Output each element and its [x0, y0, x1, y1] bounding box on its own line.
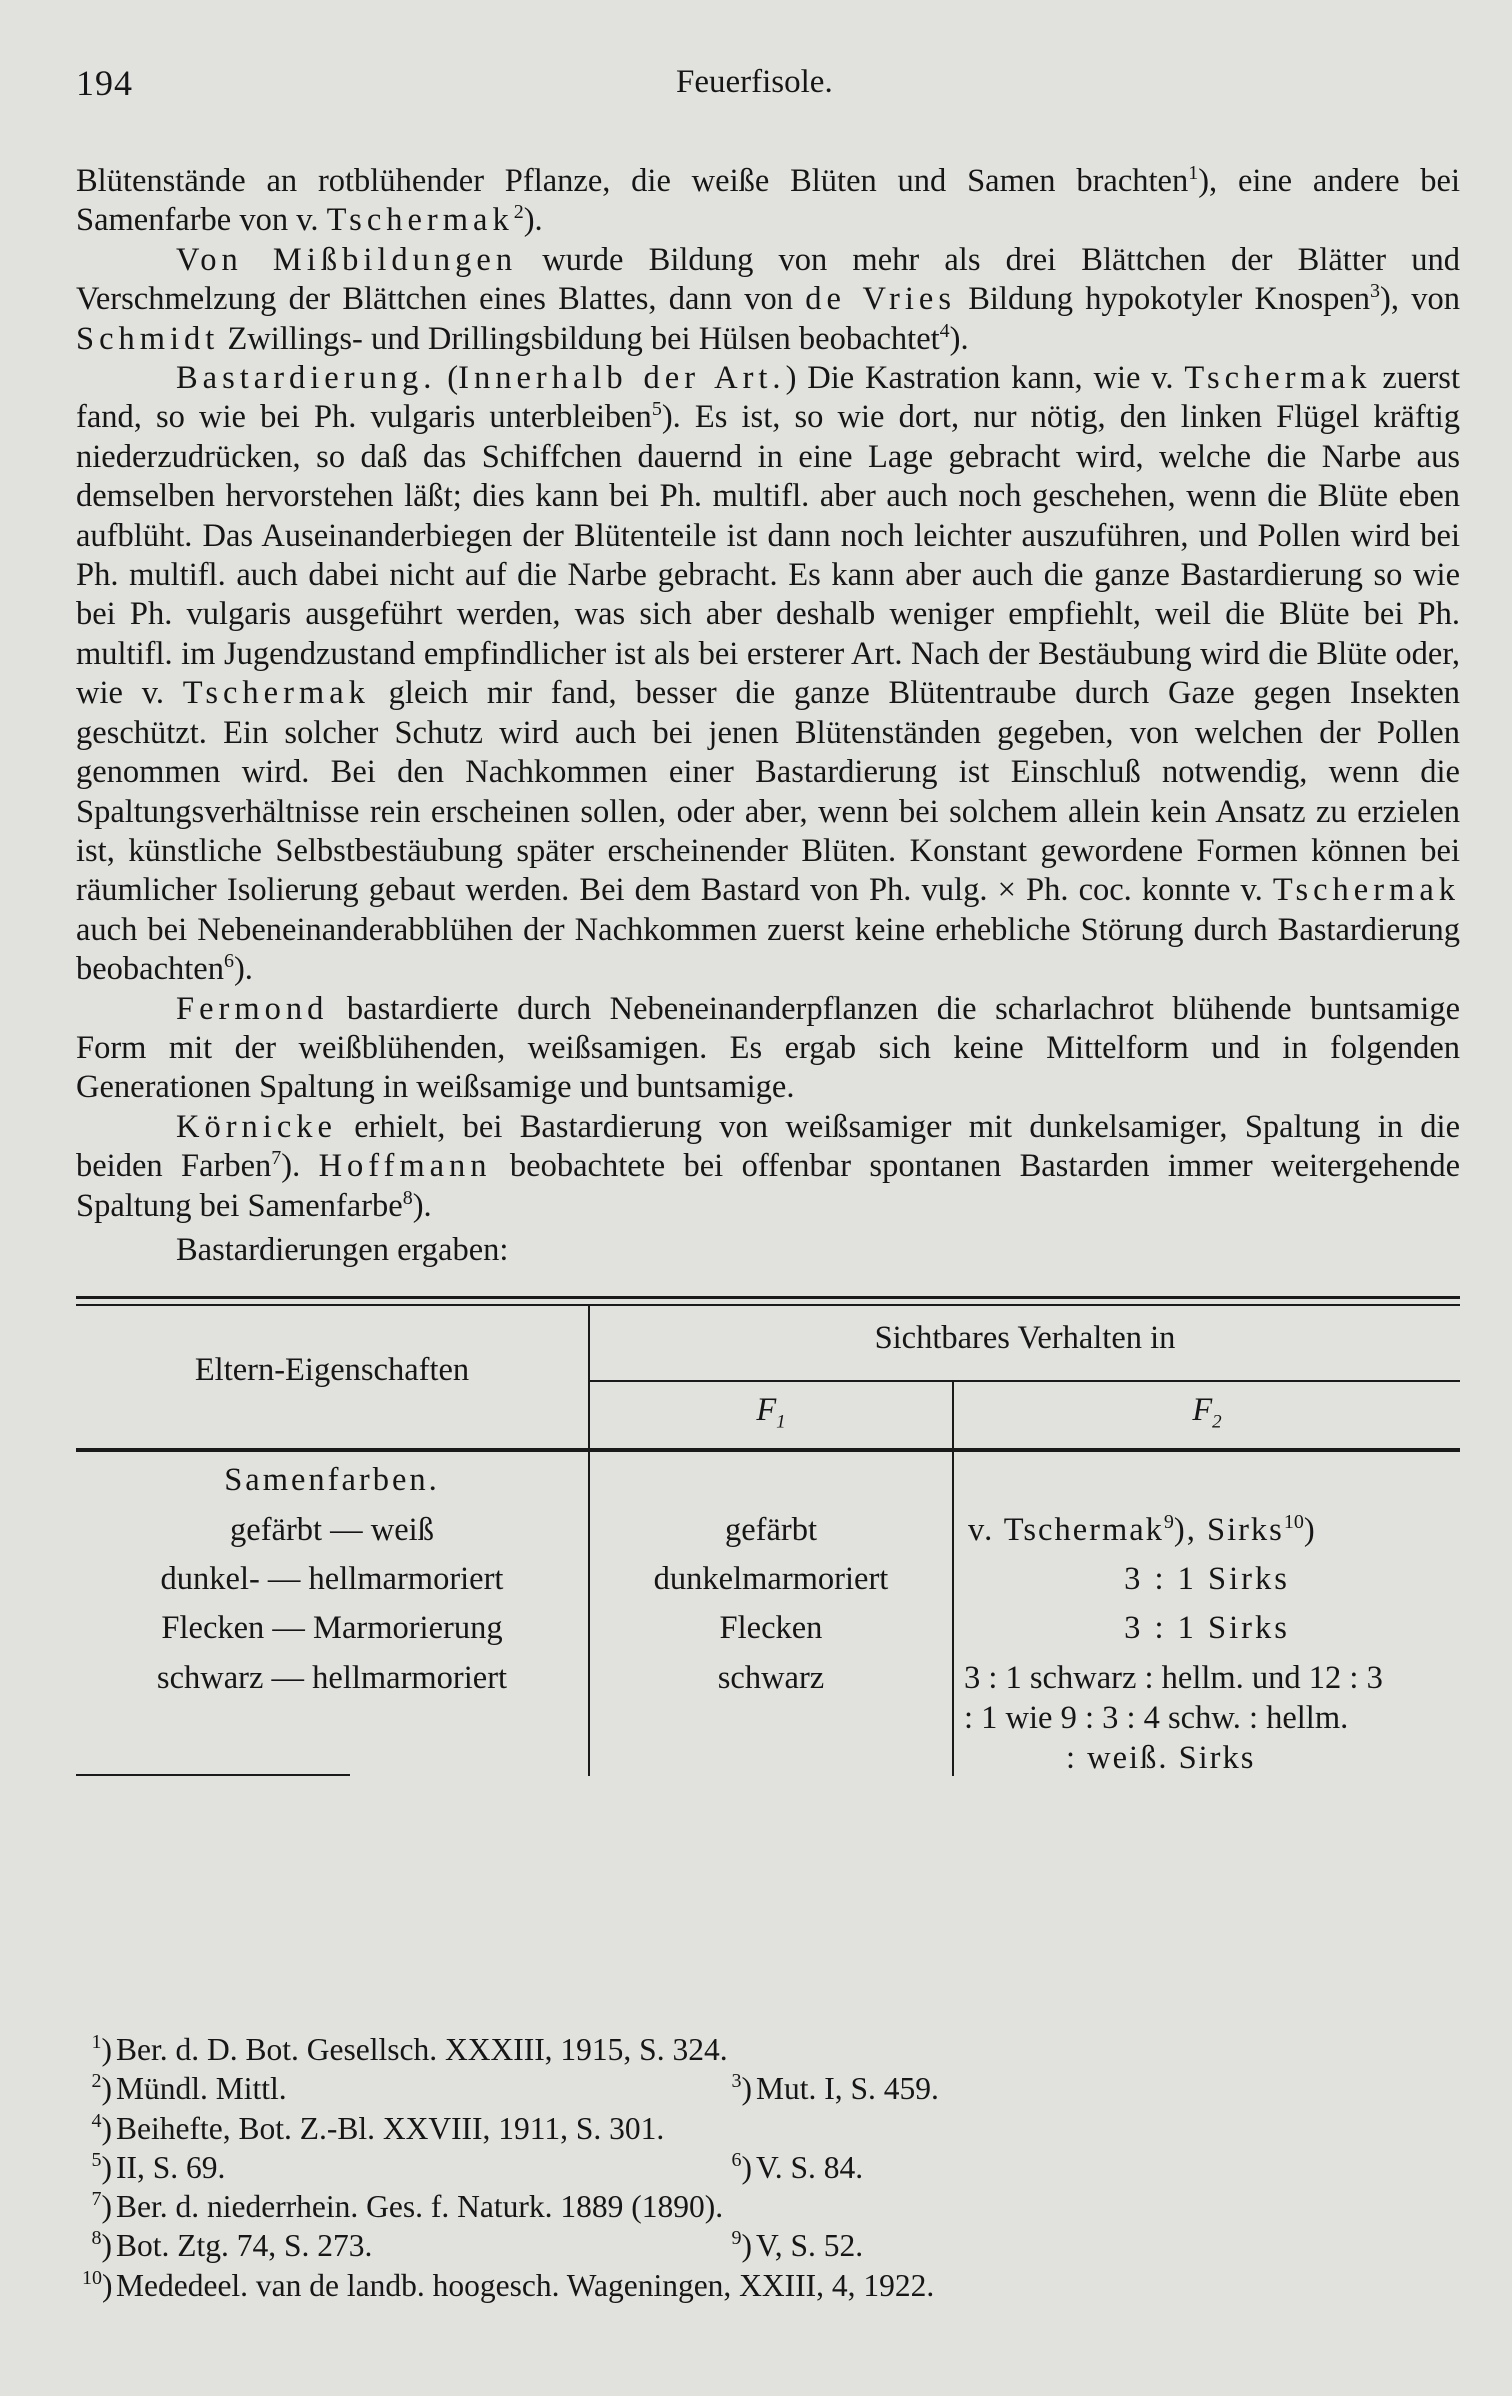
footnote-mark-number: 6 — [731, 2148, 742, 2171]
paragraph-4 — [76, 990, 1460, 1108]
author-name: Hoffmann — [318, 1148, 492, 1185]
footnote-mark: $^2$) — [91, 2070, 112, 2107]
header-f1 — [590, 1392, 952, 1434]
text-run: Zwillings- und Drillingsbildung bei Hülsen beobachtet — [219, 320, 940, 357]
footnote-ref: 8 — [402, 1186, 413, 1209]
text-run: auch bei Nebeneinanderabblühen der Nachkommen zuerst keine erhebliche Störung durch Bastardierung beobachten — [76, 911, 1460, 988]
text-run: beobachtete bei offenbar spontanen Bastarden immer weitergehende Spaltung bei Samenfarbe — [76, 1148, 1460, 1224]
footnote-9 — [731, 2226, 864, 2265]
emphasis: Von Mißbildungen — [176, 241, 518, 278]
footnote-ref: 5 — [651, 398, 662, 421]
footnote-ref: 3 — [1370, 280, 1381, 303]
table-intro: Bastardierungen ergaben: — [176, 1231, 509, 1268]
text-run: ). — [949, 320, 969, 357]
footnote-8-9 — [91, 2226, 1446, 2265]
footnote-text: Mündl. Mittl. — [116, 2071, 287, 2107]
header-f1-sub: 1 — [776, 1411, 786, 1433]
text-run: zuerst fand, so wie bei Ph. vulgaris unterbleiben — [76, 360, 1460, 436]
footnote-ref: 10 — [1283, 1510, 1304, 1533]
footnote-mark: $^5$) — [91, 2148, 112, 2185]
row-1-parents: gefärbt — weiß — [230, 1511, 434, 1548]
row-4-f1: schwarz — [717, 1659, 825, 1696]
footnote-mark-number: 1 — [91, 2031, 102, 2053]
paragraph-1 — [76, 162, 1460, 241]
author-name: Tschermak — [182, 675, 370, 712]
page — [76, 56, 1460, 1776]
footnote-mark-number: 9 — [731, 2227, 742, 2250]
text-run: ). — [523, 202, 543, 239]
footnote-text: V. S. 84. — [756, 2149, 864, 2185]
row-1-f2-text: ) — [1303, 1511, 1315, 1548]
footnote-text: Mededeel. van de landb. hoogesch. Wageningen, XXIII, 4, 1922. — [116, 2267, 935, 2303]
paragraph-2 — [76, 241, 1460, 359]
row-2-f1: dunkelmarmoriert — [653, 1560, 889, 1597]
footnote-mark-number: 2 — [91, 2070, 102, 2093]
footnote-mark: $^7$) — [91, 2188, 112, 2225]
footnote-text: Ber. d. niederrhein. Ges. f. Naturk. 1889 (1890). — [116, 2189, 724, 2225]
row-4-f2-line-2: : 1 wie 9 : 3 : 4 schw. : hellm. — [964, 1699, 1349, 1736]
text-run: ), eine andere bei Samenfarbe von v. — [76, 163, 1460, 239]
header-visible: Sichtbares Verhalten in — [874, 1319, 1176, 1356]
footnote-text: Mut. I, S. 459. — [756, 2071, 939, 2107]
footnote-text: V, S. 52. — [756, 2228, 864, 2264]
footnote-4 — [91, 2109, 1446, 2148]
row-4-f2-line-1: 3 : 1 schwarz : hellm. und 12 : 3 — [964, 1659, 1383, 1696]
footnote-mark: $^1$) — [91, 2031, 112, 2067]
footnote-mark: $^6$) — [731, 2148, 752, 2185]
text-run: ). — [233, 951, 253, 988]
text-run: ), von — [1380, 281, 1460, 318]
text-run: ( — [436, 360, 459, 397]
text-run: Blütenstände an rotblühender Pflanze, die weiße Blüten und Samen brachten — [76, 163, 1189, 199]
header-f1-letter: F — [756, 1391, 777, 1428]
row-1-f2-text: ), Sirks — [1173, 1511, 1284, 1548]
footnotes — [82, 2030, 1446, 2305]
footnote-mark: $^8$) — [91, 2227, 112, 2264]
row-4-f2-line-3: : weiß. Sirks — [1066, 1739, 1256, 1776]
results-table — [76, 1296, 1460, 1776]
author-name: de Vries — [805, 281, 956, 318]
text-run: ) Die Kastration kann, wie v. — [785, 360, 1185, 397]
footnote-mark: $^3$) — [731, 2070, 752, 2107]
row-3-parents: Flecken — Marmorierung — [161, 1609, 503, 1646]
text-run: bastardierte durch Nebeneinanderpflanzen die scharlachrot blühende buntsamige Form mit der weißblühenden, weißsamigen. Es ergab sich keine Mittelform und in folgenden Generationen Spaltung in weißsamige und buntsamige. — [76, 990, 1460, 1106]
text-run: gleich mir fand, besser die ganze Blütentraube durch Gaze gegen Insekten geschützt. Ein solcher Schutz wird auch bei jenen Blütenständen gegeben, von welchen der Pollen genommen wird. Bei den Nachkommen einer Bastardierung ist Einschluß notwendig, wenn die Spaltungsverhältnisse rein erscheinen sollen, oder aber, wenn bei solchem allein kein Ansatz zu erzielen ist, künstliche Selbstbestäubung später erscheinender Blüten. Konstant gewordene Formen können bei räumlicher Isolierung gebaut werden. Bei dem Bastard von Ph. vulg. × Ph. coc. konnte v. — [76, 675, 1460, 909]
author-name: Tschermak — [1184, 360, 1372, 397]
author-name: Schmidt — [76, 320, 220, 357]
text-run: ). — [281, 1148, 319, 1185]
row-3-f1: Flecken — [719, 1609, 823, 1646]
section-label: Samenfarben. — [224, 1461, 440, 1498]
footnote-text: Ber. d. D. Bot. Gesellsch. XXXIII, 1915, S. 324. — [116, 2032, 728, 2067]
footnote-ref: 2 — [513, 201, 524, 224]
row-1-f2-text: v. Tschermak — [968, 1511, 1164, 1548]
author-name: Tschermak — [1272, 872, 1460, 909]
text-run: ). Es ist, so wie dort, nur nötig, den linken Flügel kräftig niederzudrücken, so daß das Schiffchen dauernd in eine Lage gebracht wird, welche die Narbe aus demselben hervorstehen läßt; dies kann bei Ph. multifl. aber auch noch geschehen, wenn die Blüte eben aufblüht. Das Auseinanderbiegen der Blütenteile ist dann noch leichter auszuführen, und Pollen wird bei Ph. multifl. auch dabei nicht auf die Narbe gebracht. Es kann aber auch die ganze Bastardierung so wie bei Ph. vulgaris ausgeführt werden, was sich aber deshalb weniger empfiehlt, weil die Blüte bei Ph. multifl. im Jugendzustand empfindlicher ist als bei ersterer Art. Nach der Bestäubung wird die Blüte oder, wie v. — [76, 399, 1460, 712]
author-name: Fermond — [176, 990, 329, 1027]
row-3-f2: 3 : 1 Sirks — [1124, 1609, 1290, 1646]
header-subrule — [590, 1380, 1460, 1382]
row-4-parents: schwarz — hellmarmoriert — [156, 1659, 508, 1696]
row-2-parents: dunkel- — hellmarmoriert — [160, 1560, 504, 1597]
header-parents: Eltern-Eigenschaften — [194, 1351, 470, 1388]
section-heading: Bastardierung. — [176, 360, 437, 397]
footnote-text: Beihefte, Bot. Z.-Bl. XXVIII, 1911, S. 301. — [116, 2110, 665, 2146]
body-text — [76, 162, 1460, 1226]
footnote-ref: 7 — [271, 1147, 282, 1170]
header-f2-letter: F — [1192, 1391, 1213, 1428]
text-run: ). — [412, 1187, 432, 1224]
page-header — [76, 56, 1460, 116]
text-run: erhielt, bei Bastardierung von weißsamiger mit dunkelsamiger, Spaltung in die beiden Farben — [76, 1108, 1460, 1185]
footnote-ref: 4 — [939, 319, 950, 342]
footnote-mark: $^9$) — [731, 2227, 752, 2264]
footnote-mark-number: 4 — [91, 2109, 102, 2132]
header-f2 — [954, 1392, 1460, 1434]
footnote-text: II, S. 69. — [116, 2149, 226, 2185]
footnote-mark-number: 5 — [91, 2148, 102, 2171]
row-1-f1: gefärbt — [724, 1511, 818, 1548]
footnote-7 — [91, 2187, 1446, 2226]
table-bottom-rule — [76, 1774, 350, 1776]
row-2-f2: 3 : 1 Sirks — [1124, 1560, 1290, 1597]
footnote-6 — [731, 2148, 864, 2187]
running-head: Feuerfisole. — [676, 64, 833, 100]
footnote-mark-number: 8 — [91, 2227, 102, 2250]
emphasis: Innerhalb der Art. — [458, 360, 786, 397]
footnote-ref: 6 — [223, 950, 234, 973]
footnote-ref: 1 — [1188, 162, 1199, 184]
row-1-f2 — [968, 1512, 1315, 1549]
text-run: Bildung hypokotyler Knospen — [955, 281, 1371, 318]
header-bottom-rule — [76, 1448, 1460, 1452]
footnote-mark-number: 7 — [91, 2188, 102, 2211]
text-run: wurde Bildung von mehr als drei Blättchen der Blätter und Verschmelzung der Blättchen eines Blattes, dann von — [76, 241, 1460, 318]
table-top-rule — [76, 1296, 1460, 1299]
footnote-mark-number: 10 — [82, 2266, 102, 2289]
footnote-mark-number: 3 — [731, 2070, 742, 2093]
paragraph-3 — [76, 359, 1460, 990]
paragraph-5 — [76, 1108, 1460, 1226]
table-top-rule-thin — [76, 1304, 1460, 1306]
header-f2-sub: 2 — [1212, 1411, 1222, 1433]
author-name: Körnicke — [176, 1108, 337, 1145]
footnote-mark: $^4$) — [91, 2109, 112, 2146]
footnote-ref: 9 — [1163, 1510, 1174, 1533]
footnote-text: Bot. Ztg. 74, S. 273. — [116, 2228, 373, 2264]
footnote-mark: $^{10}$) — [82, 2266, 113, 2303]
footnote-2-3 — [91, 2069, 1446, 2108]
footnote-5-6 — [91, 2148, 1446, 2187]
page-number: 194 — [76, 63, 133, 103]
footnote-10 — [82, 2266, 1446, 2305]
author-name: Tschermak — [326, 202, 514, 239]
footnote-1 — [91, 2030, 1446, 2069]
footnote-3 — [731, 2069, 939, 2108]
